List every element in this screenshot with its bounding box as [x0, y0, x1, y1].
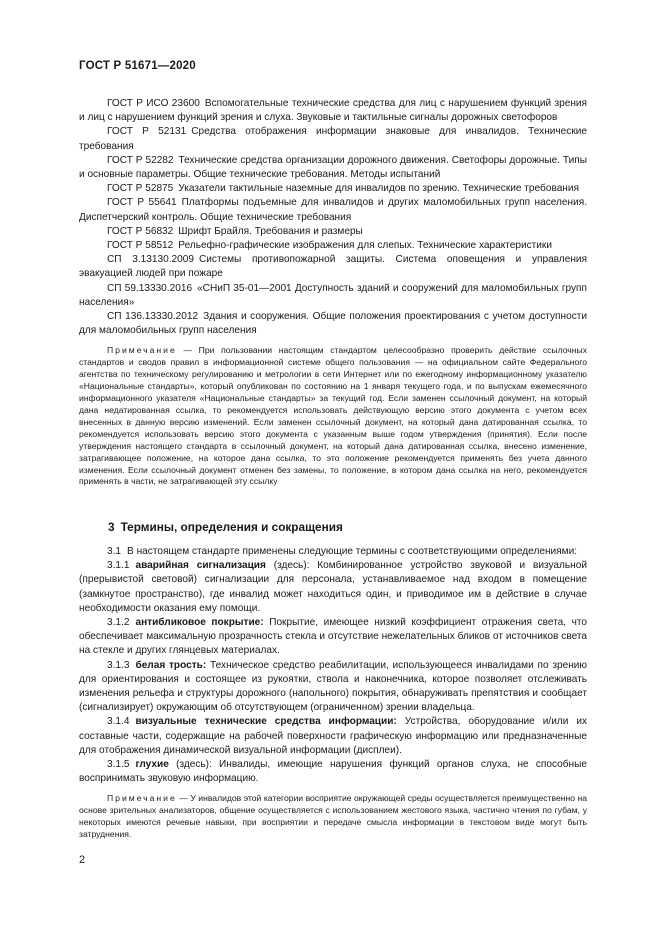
section-number: 3 [108, 520, 115, 534]
reference-item [79, 154, 587, 182]
reference-title: Здания и сооружения. Общие положения проектирования с учетом доступности для маломобильных групп населения [79, 311, 588, 337]
note-text: — При пользовании настоящим стандартом целесообразно проверить действие ссылочных стандартов и сводов правил в информационной системе общего пользования — на официальном сайте Федерального агентства по техническому регулированию и метрологии в сети Интернет или по ежегодному информационному указателю «Национальные стандарты», который опубликован по состоянию на 1 января текущего года, и по выпускам ежемесячного информационного указателя «Национальные стандарты» за текущий год. Если заменен ссылочный документ, на который дана недатированная ссылка, то рекомендуется использовать действующую версию этого документа с учетом всех внесенных в данную версию изменений. Если заменен ссылочный документ, на который дана датированная ссылка, то рекомендуется использовать версию этого документа с указанным выше годом утверждения (принятия). Если после утверждения настоящего стандарта в ссылочный документ, на который дана датированная ссылка, внесено изменение, затрагивающее положение, на которое дана ссылка, то это положение рекомендуется применять без учета данного изменения. Если ссылочный документ отменен без замены, то положение, в котором дана ссылка на него, рекомендуется применять в части, не затрагивающей эту ссылку [79, 345, 587, 487]
term-definition [79, 616, 587, 659]
page-number: 2 [79, 854, 86, 866]
term-name: белая трость: [135, 659, 207, 671]
clause-text: В настоящем стандарте применены следующие термины с соответствующими определениями: [127, 546, 578, 557]
reference-code: ГОСТ Р ИСО 23600 [107, 98, 200, 109]
section-body [79, 545, 587, 841]
term-text: Устройства, оборудование и/или их составные части, содержащие на рабочей поверхности графическую информацию или предназначенные для отображения динамической визуальной информации (дисплеи). [79, 716, 588, 756]
term-text: (здесь): Комбинированное устройство звуковой и визуальной (прерывистой световой) сигнализации для персонала, устанавливаемое над входом в помещение (замкнутое пространство), где инвалид может находиться один, и приводимое им в действие в случае необходимости оказания ему помощи. [79, 560, 587, 614]
note-label: Примечание [107, 345, 177, 356]
term-text: (здесь): Инвалиды, имеющие нарушения функций органов слуха, не способные воспринимать звуковую информацию. [79, 759, 587, 785]
note-text: — У инвалидов этой категории восприятие окружающей среды осуществляется преимущественно на основе зрительных анализаторов, общение осуществляется с использованием жестового языка, частично чтения по губам, у некоторых имеются речевые навыки, при восприятии и передаче смысла информации в текстовом виде могут быть затруднения. [79, 793, 588, 840]
reference-title: Платформы подъемные для инвалидов и других маломобильных групп населения. Диспетчерский контроль. Общие технические требования [79, 197, 588, 223]
term-name: аварийная сигнализация [135, 560, 266, 572]
references-note [79, 345, 587, 488]
reference-title: Средства отображения информации знаковые для инвалидов. Технические требования [79, 126, 588, 152]
clause-number: 3.1.5 [107, 759, 130, 771]
term-text: Покрытие, имеющее низкий коэффициент отражения света, что обеспечивает максимальную прозрачность стекла и отсутствие нежелательных бликов от источников света на стекле и других глянцевых материалах. [79, 617, 587, 657]
clause-number: 3.1.3 [107, 659, 130, 671]
reference-title: Рельефно-графические изображения для слепых. Технические характеристики [178, 240, 552, 252]
reference-code: ГОСТ Р 52282 [107, 154, 174, 166]
references-list [79, 97, 587, 488]
reference-title: Технические средства организации дорожного движения. Светофоры дорожные. Типы и основные параметры. Общие технические требования. Методы испытаний [79, 154, 587, 181]
reference-item [79, 97, 587, 125]
document-header: ГОСТ Р 51671—2020 [79, 60, 196, 72]
term-name: антибликовое покрытие: [135, 617, 264, 629]
reference-code: ГОСТ Р 52131 [107, 126, 187, 138]
section-heading [108, 520, 343, 534]
reference-code: СП 59.13330.2016 [107, 282, 193, 294]
clause-number: 3.1.2 [107, 617, 130, 629]
term-definition [79, 758, 587, 786]
reference-item [79, 225, 587, 239]
term-definition [79, 559, 587, 616]
note-label: Примечание [107, 793, 177, 804]
reference-title: «СНиП 35-01—2001 Доступность зданий и сооружений для маломобильных групп населения» [79, 282, 587, 308]
reference-code: ГОСТ Р 52875 [107, 183, 174, 195]
reference-item [79, 125, 587, 153]
clause-number: 3.1 [107, 546, 122, 557]
reference-item [79, 253, 587, 281]
reference-code: ГОСТ Р 56832 [107, 225, 174, 237]
term-definition [79, 715, 587, 758]
reference-title: Указатели тактильные наземные для инвалидов по зрению. Технические требования [178, 183, 579, 195]
reference-code: СП 3.13130.2009 [107, 254, 194, 266]
reference-code: ГОСТ Р 55641 [107, 197, 177, 209]
reference-title: Шрифт Брайля. Требования и размеры [178, 225, 363, 237]
term-text: Техническое средство реабилитации, использующееся инвалидами по зрению для ориентирования и состоящее из рукоятки, ствола и наконечника, которое позволяет отслеживать изменения рельефа и структуры дорожного (напольного) покрытия, обнаруживать препятствия и сообщает (сигнализирует) окружающим об отсутствующем (ограниченном) зрении владельца. [79, 659, 588, 714]
section-title: Термины, определения и сокращения [120, 520, 343, 534]
reference-item [79, 282, 587, 310]
reference-code: СП 136.13330.2012 [107, 311, 199, 323]
reference-title: Вспомогательные технические средства для лиц с нарушением функций зрения и лиц с нарушением функций зрения и слуха. Звуковые и тактильные сигналы дорожных светофоров [79, 98, 587, 124]
reference-item [79, 182, 587, 196]
term-definition [79, 659, 587, 716]
reference-title: Системы противопожарной защиты. Система оповещения и управления эвакуацией людей при пожаре [79, 254, 587, 280]
term-name: визуальные технические средства информации: [135, 716, 397, 728]
reference-item [79, 239, 587, 253]
intro-paragraph [79, 545, 587, 559]
reference-item [79, 310, 587, 338]
term-name: глухие [135, 759, 169, 771]
terms-note [79, 793, 587, 841]
reference-item [79, 196, 587, 224]
clause-number: 3.1.1 [107, 560, 130, 572]
reference-code: ГОСТ Р 58512 [107, 240, 174, 252]
clause-number: 3.1.4 [107, 716, 130, 728]
